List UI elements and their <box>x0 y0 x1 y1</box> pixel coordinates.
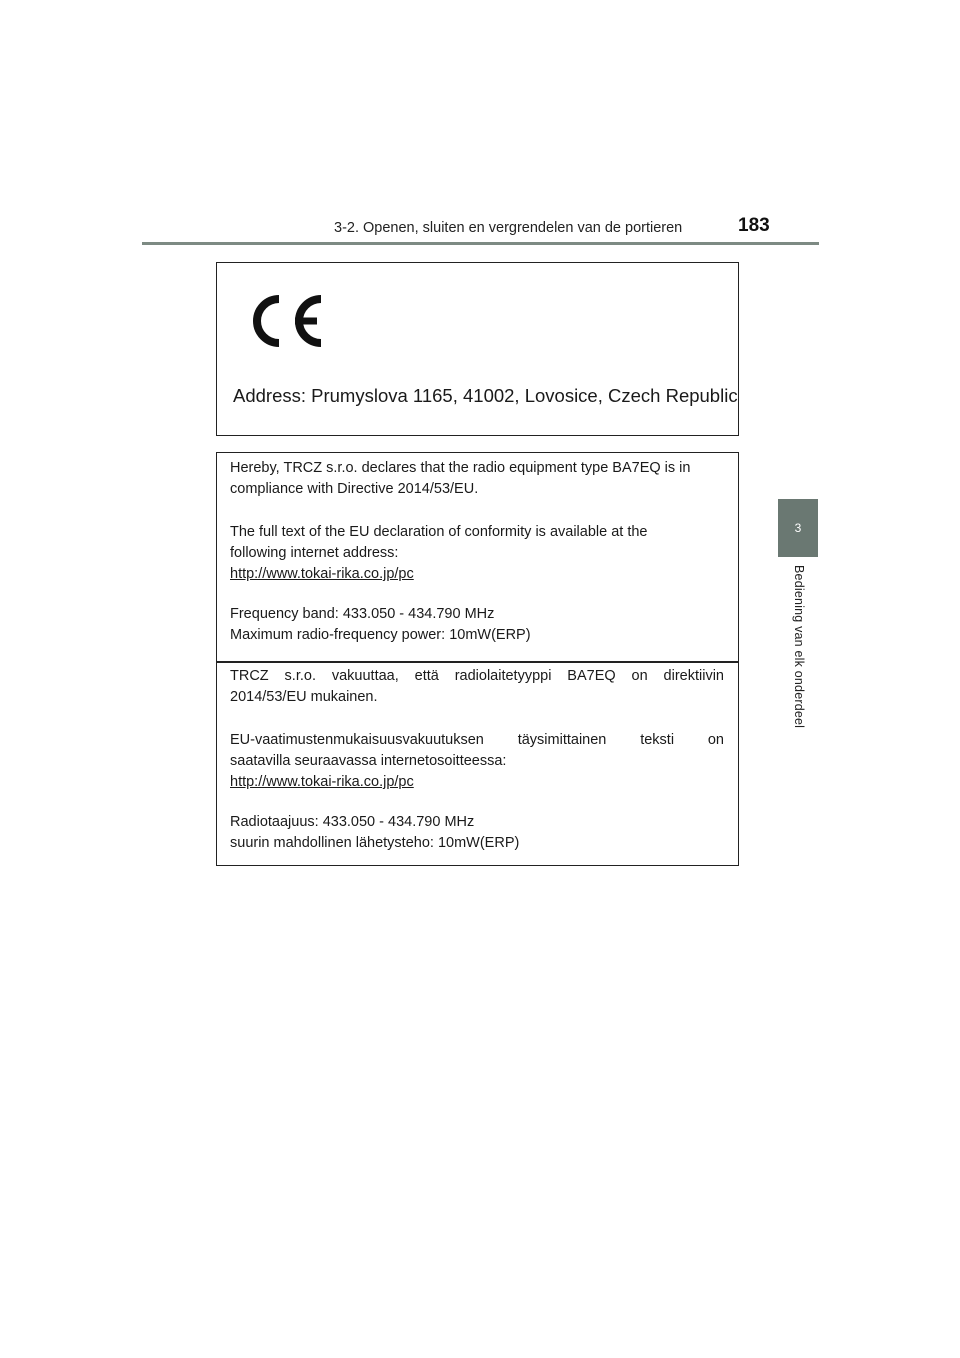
declaration-english <box>230 458 724 646</box>
declaration-text: compliance with Directive 2014/53/EU. <box>230 481 479 497</box>
chapter-label: Bediening van elk onderdeel <box>792 565 806 729</box>
ce-marking-box <box>216 262 739 436</box>
conformity-text: EU-vaatimustenmukaisuusvakuutuksen täysimittainen teksti on <box>230 732 724 748</box>
declaration-finnish <box>230 666 724 854</box>
conformity-text: saatavilla seuraavassa internetosoitteessa: <box>230 753 507 769</box>
ce-mark-icon <box>245 293 325 349</box>
language-divider <box>217 661 738 663</box>
frequency-band: Radiotaajuus: 433.050 - 434.790 MHz <box>230 814 475 830</box>
declaration-text: Hereby, TRCZ s.r.o. declares that the radio equipment type BA7EQ is in <box>230 460 691 476</box>
declaration-text: TRCZ s.r.o. vakuuttaa, että radiolaitetyyppi BA7EQ on direktiivin <box>230 668 724 684</box>
manufacturer-address: Address: Prumyslova 1165, 41002, Lovosice, Czech Republic <box>233 385 738 406</box>
page-number: 183 <box>738 215 770 236</box>
conformity-text: The full text of the EU declaration of conformity is available at the <box>230 524 648 540</box>
conformity-text: following internet address: <box>230 545 399 561</box>
section-title: 3-2. Openen, sluiten en vergrendelen van de portieren <box>334 220 683 236</box>
declaration-text: 2014/53/EU mukainen. <box>230 689 378 705</box>
declaration-url-link[interactable]: http://www.tokai-rika.co.jp/pc <box>230 774 414 790</box>
header-divider <box>142 242 819 245</box>
ce-mark-logo <box>245 293 325 354</box>
frequency-band: Frequency band: 433.050 - 434.790 MHz <box>230 606 495 622</box>
declaration-box <box>216 452 739 866</box>
declaration-url-link[interactable]: http://www.tokai-rika.co.jp/pc <box>230 566 414 582</box>
max-power: Maximum radio-frequency power: 10mW(ERP) <box>230 627 531 643</box>
max-power: suurin mahdollinen lähetysteho: 10mW(ERP) <box>230 835 520 851</box>
chapter-tab: 3 <box>778 499 818 557</box>
